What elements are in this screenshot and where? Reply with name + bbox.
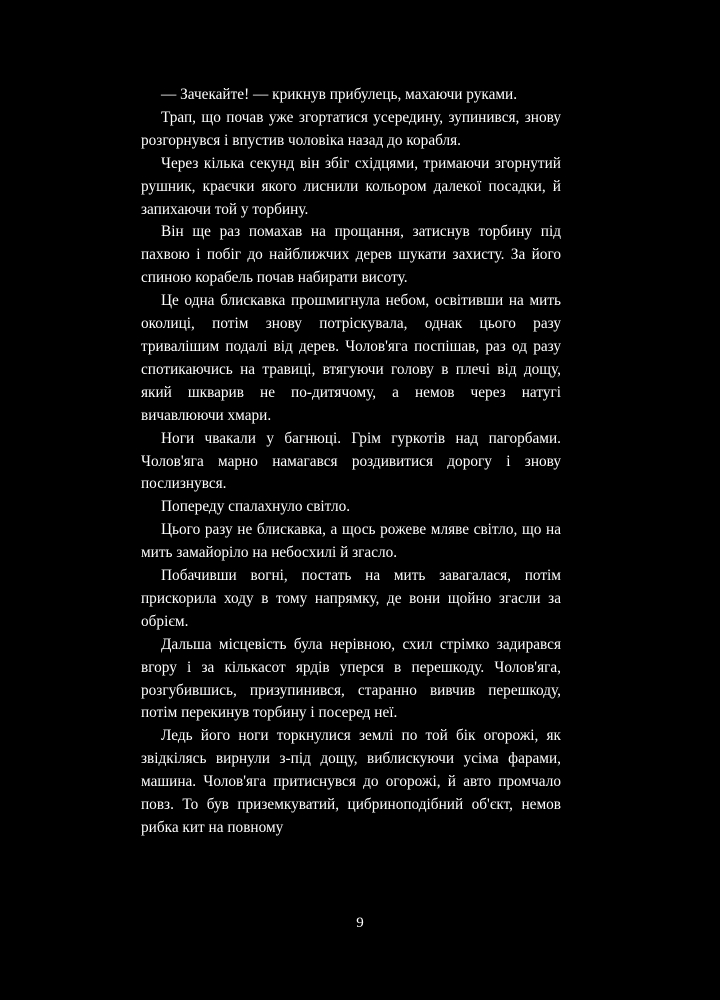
paragraph: — Зачекайте! — крикнув прибулець, махаючи руками. xyxy=(161,86,518,103)
paragraph: Цього разу не блискавка, а щось рожеве мляве світло, що на мить замайоріло на небосхилі й згасло. xyxy=(141,521,561,562)
paragraph: Попереду спалахнуло світло. xyxy=(161,498,351,516)
page-number: 9 xyxy=(356,915,364,931)
text-column xyxy=(141,84,561,840)
paragraph: Через кілька секунд він збіг східцями, тримаючи згорнутий рушник, краєчки якого лиснили кольором далекої посадки, й запихаючи той у торбину. xyxy=(141,154,561,218)
paragraph: Ледь його ноги торкнулися землі по той бік огорожі, як звідкілясь вирнули з-під дощу, виблискуючи усіма фарами, машина. Чолов'яга притиснувся до огорожі, й авто промчало повз. То був приземкуватий, цибриноподібний об'єкт, немов рибка кит на повному xyxy=(141,727,561,836)
paragraph: Це одна блискавка прошмигнула небом, освітивши на мить околиці, потім знову потріскувала, однак цього разу тривалішим подалі від дерев. Чолов'яга поспішав, раз од разу спотикаючись на травиці, втягуючи голову в плечі від дощу, який шкварив не по-дитячому, а немов через натугі вичавлюючи хмари. xyxy=(141,292,561,424)
paragraph: Побачивши вогні, постать на мить завагалася, потім прискорила ходу в тому напрямку, де вони щойно згасли за обрієм. xyxy=(141,567,561,630)
paragraph: Дальша місцевість була нерівною, схил стрімко задирався вгору і за кількасот ярдів уперся в перешкоду. Чолов'яга, розгубившись, призупинився, старанно вивчив перешкоду, потім перекинув торбину і посеред неї. xyxy=(141,635,561,722)
book-page xyxy=(84,50,636,980)
paragraph: Він ще раз помахав на прощання, затиснув торбину під пахвою і побіг до найближчих дерев шукати захисту. За його спиною корабель почав набирати висоту. xyxy=(141,223,561,287)
paragraph: Трап, що почав уже згортатися усередину, зупинився, знову розгорнувся і впустив чоловіка назад до корабля. xyxy=(141,108,561,149)
paragraph: Ноги чвакали у багнюці. Грім гуркотів над пагорбами. Чолов'яга марно намагався роздивитися дорогу і знову послизнувся. xyxy=(141,429,561,493)
